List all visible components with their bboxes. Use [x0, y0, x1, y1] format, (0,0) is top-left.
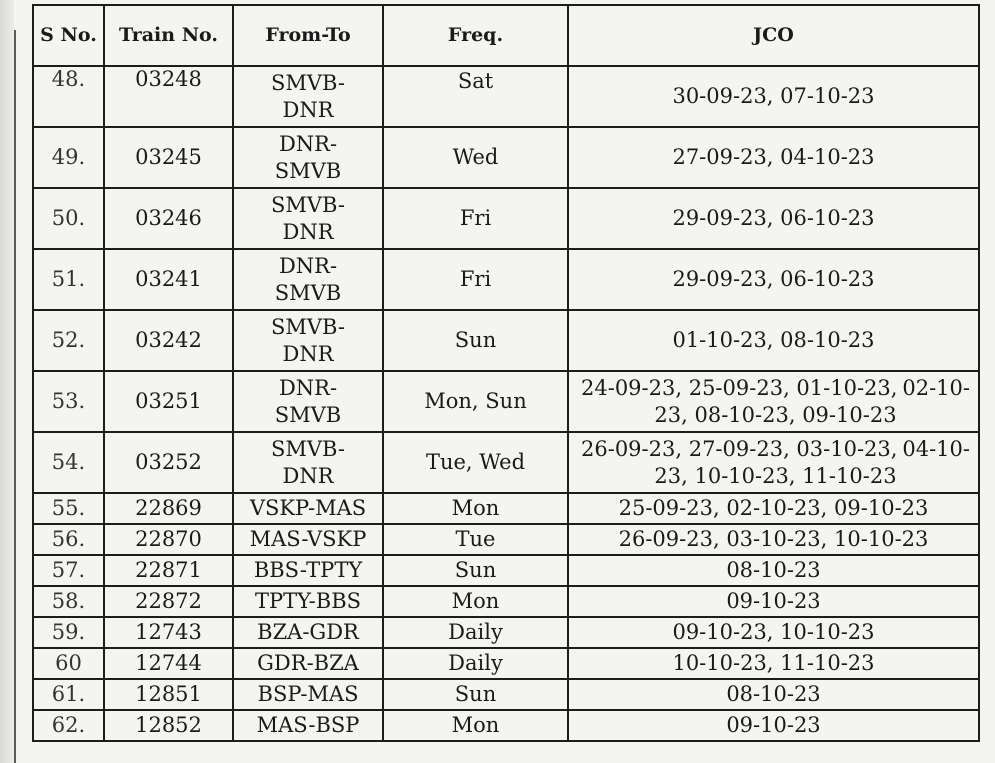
- train-no-cell: 03245: [104, 127, 233, 188]
- freq-cell: Sun: [383, 679, 568, 710]
- train-no-cell: 03248: [104, 66, 233, 127]
- freq-cell: Tue, Wed: [383, 432, 568, 493]
- jco-line-1-right: 04-10-: [902, 437, 970, 462]
- table-row: [33, 617, 979, 648]
- train-no-cell: 12743: [104, 617, 233, 648]
- freq-cell: Sun: [383, 310, 568, 371]
- jco-cell: 08-10-23: [568, 555, 979, 586]
- jco-cell: 08-10-23: [568, 679, 979, 710]
- sno-cell: 51.: [33, 249, 104, 310]
- freq-cell: Daily: [383, 617, 568, 648]
- from-to-cell: [233, 432, 383, 493]
- jco-cell: 25-09-23, 02-10-23, 09-10-23: [568, 493, 979, 524]
- freq-cell: Wed: [383, 127, 568, 188]
- sno-cell: 59.: [33, 617, 104, 648]
- header-jco: JCO: [568, 5, 979, 66]
- table-row: [33, 586, 979, 617]
- jco-cell: 29-09-23, 06-10-23: [568, 188, 979, 249]
- sno-cell: 56.: [33, 524, 104, 555]
- to-station: SMVB: [274, 402, 342, 427]
- from-station: DNR-: [278, 132, 338, 157]
- train-no-cell: 22871: [104, 555, 233, 586]
- from-to-cell: TPTY-BBS: [233, 586, 383, 617]
- jco-line-1: [581, 436, 970, 462]
- train-no-cell: 22872: [104, 586, 233, 617]
- from-to-cell: [233, 127, 383, 188]
- jco-cell: 09-10-23: [568, 710, 979, 741]
- from-to-cell: [233, 188, 383, 249]
- from-station: DNR-: [278, 376, 338, 401]
- jco-line-1-left: 24-09-23, 25-09-23, 01-10-23,: [581, 376, 898, 401]
- from-to-cell: GDR-BZA: [233, 648, 383, 679]
- table-row: [33, 679, 979, 710]
- from-station: SMVB-: [271, 193, 345, 218]
- from-to-cell: BZA-GDR: [233, 617, 383, 648]
- to-station: SMVB: [274, 158, 342, 183]
- jco-cell: [568, 432, 979, 493]
- jco-cell: 10-10-23, 11-10-23: [568, 648, 979, 679]
- train-no-cell: 03241: [104, 249, 233, 310]
- table-row: [33, 249, 979, 310]
- freq-cell: Mon: [383, 710, 568, 741]
- freq-cell: Daily: [383, 648, 568, 679]
- jco-line-1-left: 26-09-23, 27-09-23, 03-10-23,: [581, 437, 898, 462]
- table-row: [33, 371, 979, 432]
- from-to-cell: [233, 66, 383, 127]
- from-to-cell: VSKP-MAS: [233, 493, 383, 524]
- from-to-cell: BSP-MAS: [233, 679, 383, 710]
- table-row: [33, 66, 979, 127]
- sno-cell: 55.: [33, 493, 104, 524]
- jco-cell: 09-10-23, 10-10-23: [568, 617, 979, 648]
- from-station: SMVB-: [271, 71, 345, 96]
- sno-cell: 53.: [33, 371, 104, 432]
- jco-line-2: 23, 10-10-23, 11-10-23: [654, 463, 897, 488]
- from-to-cell: BBS-TPTY: [233, 555, 383, 586]
- to-station: SMVB: [274, 280, 342, 305]
- train-no-cell: 03242: [104, 310, 233, 371]
- freq-cell: Sat: [383, 66, 568, 127]
- sno-cell: 60: [33, 648, 104, 679]
- train-no-cell: 12852: [104, 710, 233, 741]
- jco-cell: 29-09-23, 06-10-23: [568, 249, 979, 310]
- sno-cell: 48.: [33, 66, 104, 127]
- from-to-cell: MAS-VSKP: [233, 524, 383, 555]
- to-station: DNR: [282, 219, 334, 244]
- header-freq: Freq.: [383, 5, 568, 66]
- table-row: [33, 188, 979, 249]
- sno-cell: 54.: [33, 432, 104, 493]
- page-shadow: [0, 0, 14, 763]
- page-edge: [14, 30, 16, 763]
- sno-cell: 62.: [33, 710, 104, 741]
- header-sno: S No.: [33, 5, 104, 66]
- train-no-cell: 22870: [104, 524, 233, 555]
- from-to-cell: [233, 310, 383, 371]
- jco-cell: 09-10-23: [568, 586, 979, 617]
- sno-cell: 49.: [33, 127, 104, 188]
- freq-cell: Mon: [383, 493, 568, 524]
- from-station: SMVB-: [271, 315, 345, 340]
- train-no-cell: 22869: [104, 493, 233, 524]
- table-row: [33, 127, 979, 188]
- train-no-cell: 12851: [104, 679, 233, 710]
- freq-cell: Fri: [383, 188, 568, 249]
- train-no-cell: 03251: [104, 371, 233, 432]
- jco-cell: 26-09-23, 03-10-23, 10-10-23: [568, 524, 979, 555]
- train-no-cell: 03246: [104, 188, 233, 249]
- sno-cell: 61.: [33, 679, 104, 710]
- sno-cell: 52.: [33, 310, 104, 371]
- jco-cell: [568, 371, 979, 432]
- header-train-no: Train No.: [104, 5, 233, 66]
- freq-cell: Tue: [383, 524, 568, 555]
- to-station: DNR: [282, 463, 334, 488]
- table-row: [33, 710, 979, 741]
- freq-cell: Mon, Sun: [383, 371, 568, 432]
- freq-cell: Fri: [383, 249, 568, 310]
- freq-cell: Mon: [383, 586, 568, 617]
- jco-line-2: 23, 08-10-23, 09-10-23: [654, 402, 897, 427]
- freq-cell: Sun: [383, 555, 568, 586]
- table-row: [33, 493, 979, 524]
- jco-line-1-right: 02-10-: [902, 376, 970, 401]
- from-station: DNR-: [278, 254, 338, 279]
- from-station: SMVB-: [271, 437, 345, 462]
- table-row: [33, 432, 979, 493]
- from-to-cell: [233, 249, 383, 310]
- jco-cell: 30-09-23, 07-10-23: [568, 66, 979, 127]
- to-station: DNR: [282, 97, 334, 122]
- jco-cell: 27-09-23, 04-10-23: [568, 127, 979, 188]
- jco-cell: 01-10-23, 08-10-23: [568, 310, 979, 371]
- table-row: [33, 648, 979, 679]
- jco-line-1: [581, 375, 970, 401]
- jco-schedule-table: [32, 4, 980, 742]
- sno-cell: 58.: [33, 586, 104, 617]
- header-row: [33, 5, 979, 66]
- to-station: DNR: [282, 341, 334, 366]
- table-row: [33, 524, 979, 555]
- header-from-to: From-To: [233, 5, 383, 66]
- sno-cell: 50.: [33, 188, 104, 249]
- table-row: [33, 310, 979, 371]
- from-to-cell: MAS-BSP: [233, 710, 383, 741]
- train-no-cell: 12744: [104, 648, 233, 679]
- table-row: [33, 555, 979, 586]
- from-to-cell: [233, 371, 383, 432]
- train-no-cell: 03252: [104, 432, 233, 493]
- sno-cell: 57.: [33, 555, 104, 586]
